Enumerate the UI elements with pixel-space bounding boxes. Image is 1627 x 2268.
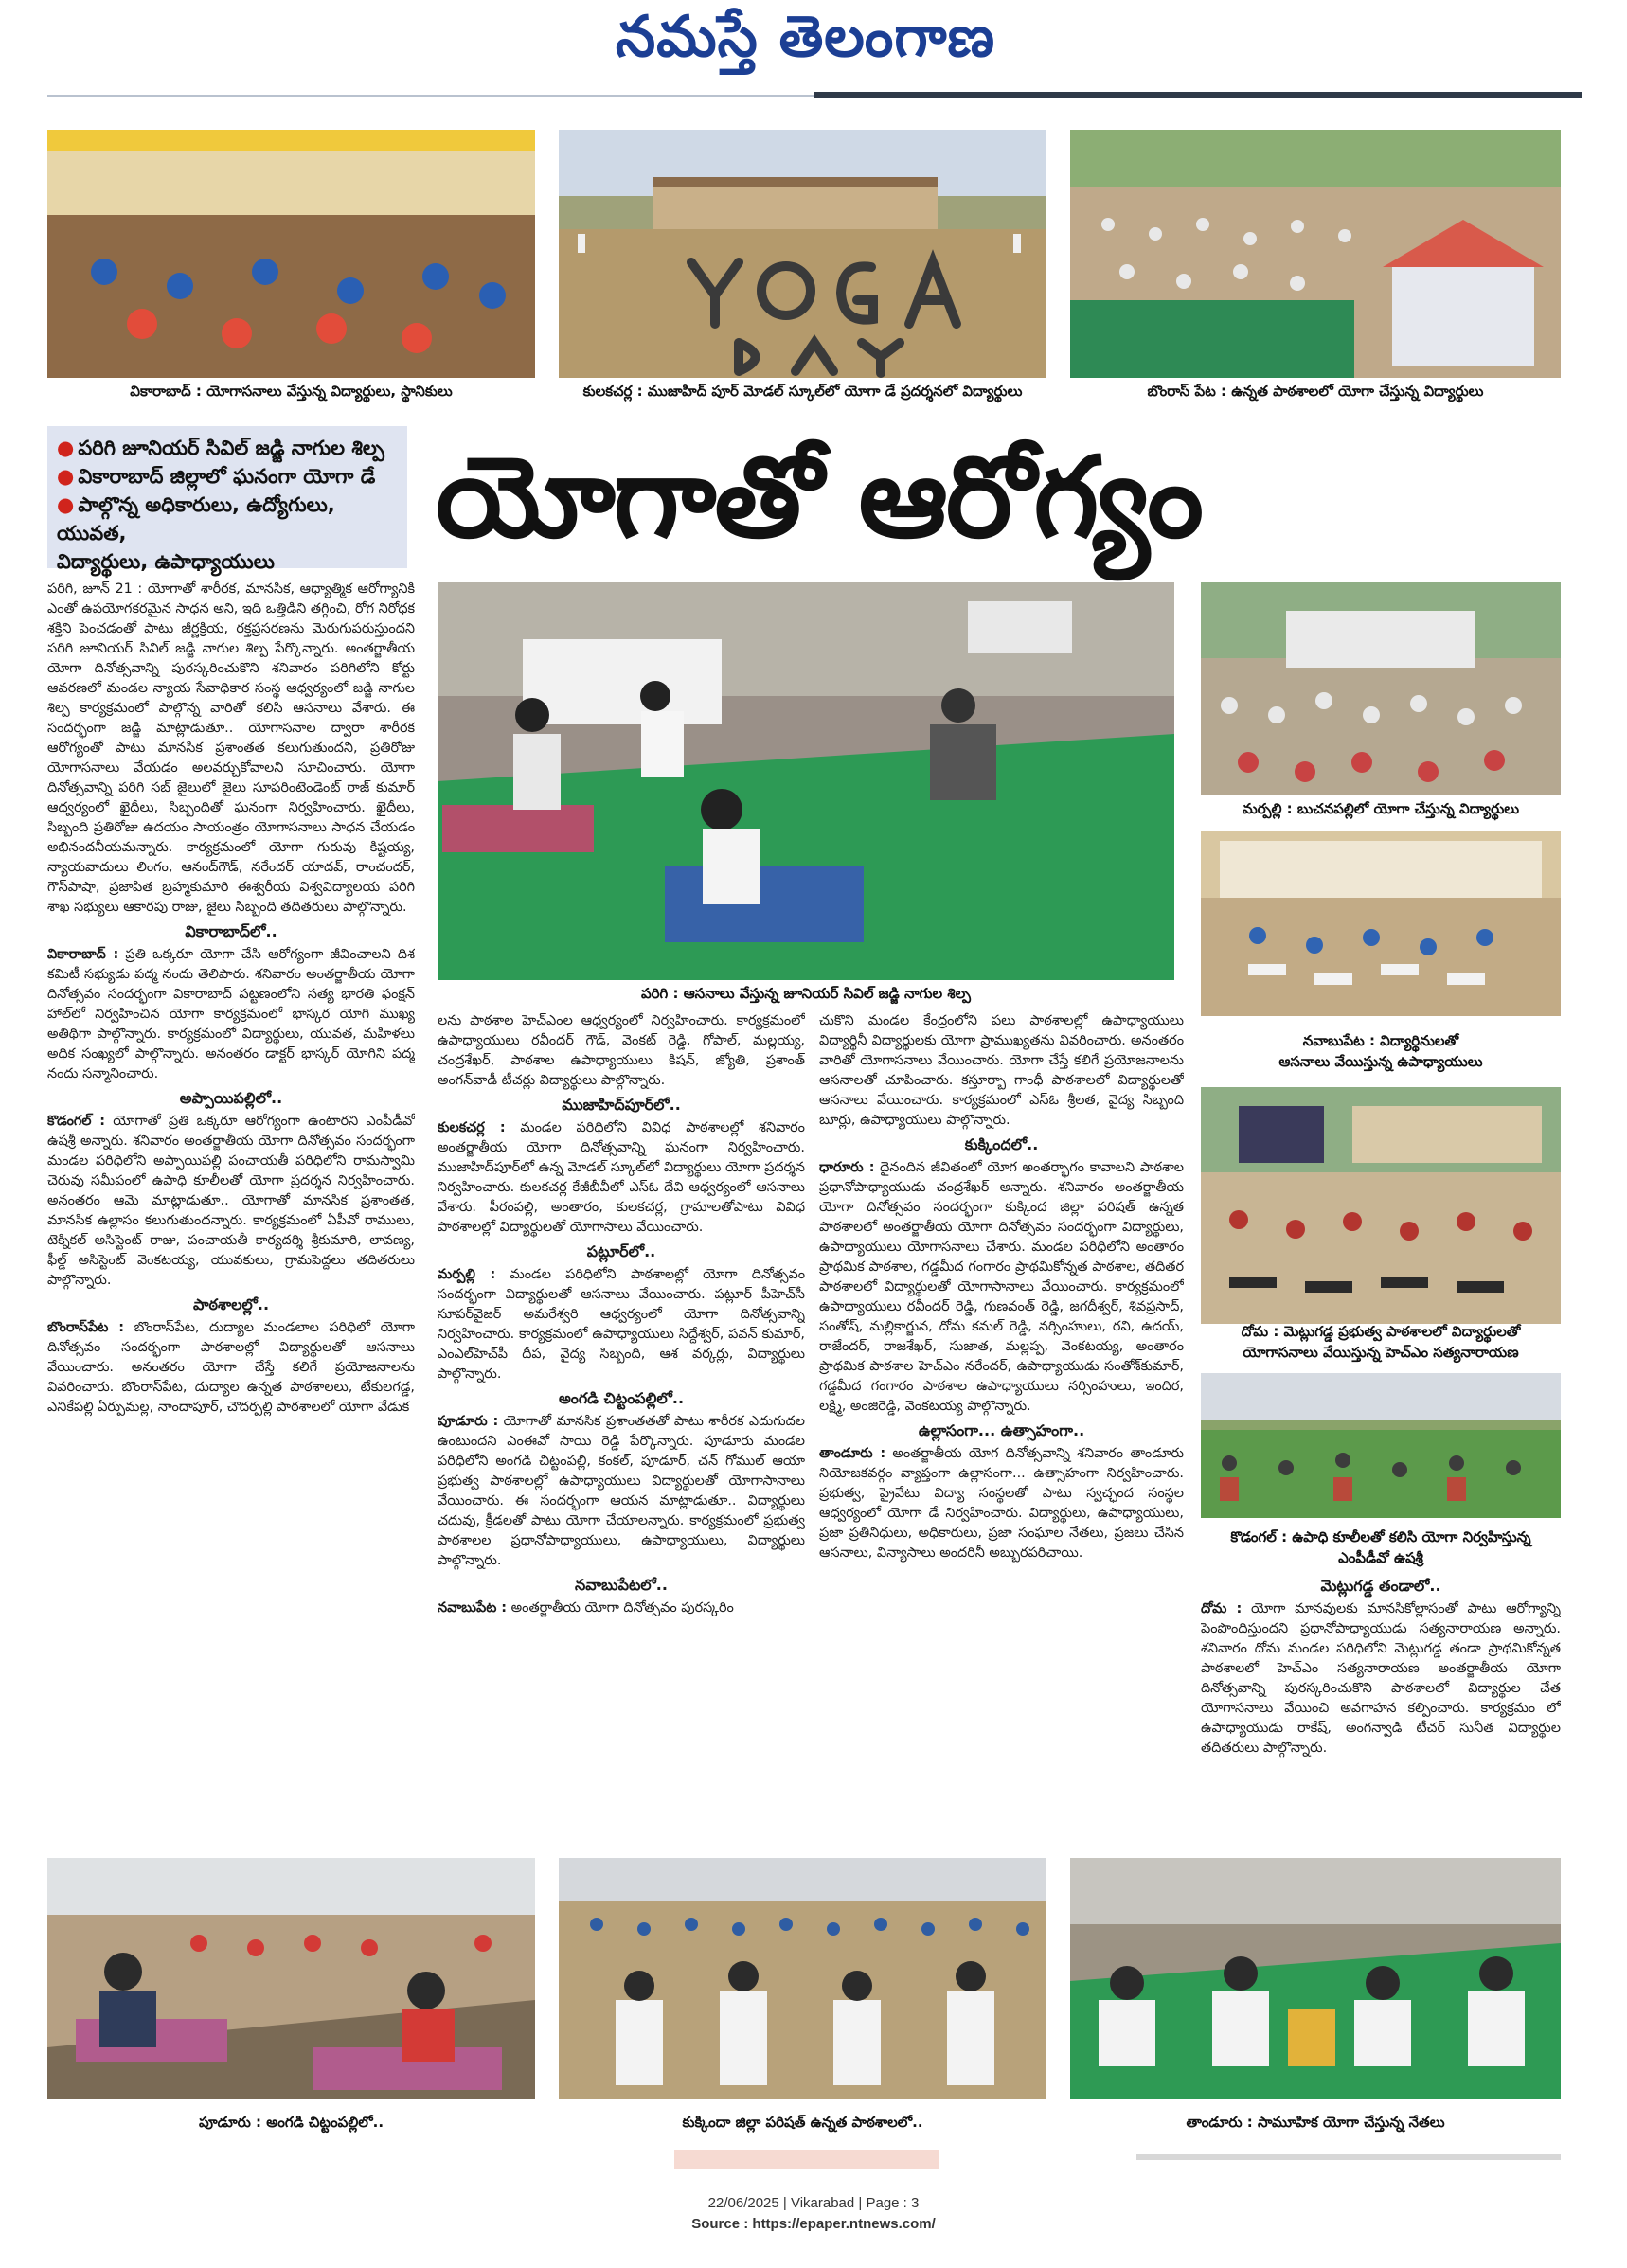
photo-marpalli-students (1201, 582, 1561, 795)
subheading: నవాబుపేటలో.. (575, 1576, 668, 1594)
subheading: కుక్కిందలో.. (964, 1135, 1039, 1153)
highlight-item: విద్యార్థులు, ఉపాధ్యాయులు (57, 550, 275, 573)
article-paragraph: కొడంగల్ : యోగాతో ప్రతి ఒక్కరూ ఆరోగ్యంగా ఉంటారని ఎంపీడీవో ఉషశ్రీ అన్నారు. శనివారం అంతర్జాతీయ యోగా దినోత్సవం సందర్భంగా మండల పరిధిలోని అప్పాయిపల్లి పంచాయతీ పరిధిలోని రామస్వామి చెరువు సమీపంలో ఉపాధి కూలీలతో యోగా ప్రదర్శన నిర్వహించారు. అనంతరం ఆమె మాట్లాడుతూ.. యోగాతో మానసిక ప్రశాంతత, మానసిక ఉల్లాసం కలుగుతుందన్నారు. కార్యక్రమంలో ఏపీవో రాములు, టెక్నికల్ అసిస్టెంట్ రాజు, పంచాయతీ కార్యదర్శి శ్రీకుమారి, లావణ్య, ఫీల్డ్ అసిస్టెంట్ వెంకటయ్య, యువకులు, గ్రామపెద్దలు తదితరులు పాల్గొన్నారు. (47, 1114, 415, 1288)
photo-doma-school (1201, 1087, 1561, 1324)
next-strip-dots (1136, 2154, 1561, 2160)
photo-bomraspet-school (1070, 130, 1561, 378)
subheading: అప్పాయిపల్లిలో.. (179, 1089, 283, 1107)
article-column-3 (819, 1011, 1184, 1848)
article-paragraph: పరిగి, జూన్ 21 : యోగాతో శారీరక, మానసిక, ఆధ్యాత్మిక ఆరోగ్యానికి ఎంతో ఉపయోగకరమైన సాధన అని, ఇది ఒత్తిడిని తగ్గించి, రోగ నిరోధక శక్తిని పెంచడంతో పాటు జీర్ణక్రియ, రక్తప్రసరణను మెరుగుపరుస్తుందని పరిగి జూనియర్ సివిల్ జడ్జి నాగుల శిల్ప పేర్కొన్నారు. అంతర్జాతీయ యోగా దినోత్సవాన్ని పురస్కరించుకొని శనివారం పరిగిలోని కోర్టు ఆవరణలో మండల న్యాయ సేవాధికార సంస్థ ఆధ్వర్యంలో జడ్జి నాగుల శిల్ప కార్యక్రమంలో పాల్గొన్న వారితో కలిసి ఆసనాలు వేశారు. ఈ సందర్భంగా జడ్జి మాట్లాడుతూ.. యోగాసనాల ద్వారా శారీరక ఆరోగ్యంతో పాటు మానసిక ప్రశాంతత కలుగుతుందని, ప్రతిరోజు యోగాసనాలు వేయడం అలవర్చుకోవాలని సూచించారు. యోగా దినోత్సవాన్ని పరిగి సబ్ జైలులో జైలు సూపరింటెండెంట్ రాజ్ కుమార్ ఆధ్వర్యంలో ఖైదీలు, సిబ్బందితో ఘనంగా నిర్వహించారు. ఖైదీలు, సిబ్బంది ప్రతిరోజు ఉదయం సాయంత్రం యోగాసనాలు సాధన చేయడం అభినందనీయమన్నారు. కార్యక్రమంలో యోగా గురువు కిష్టయ్య, న్యాయవాదులు లింగం, ఆనంద్‌గౌడ్, నరేందర్ యాదవ్, రాంచందర్, గౌస్‌పాషా, ప్రజాపిత బ్రహ్మకుమారి ఈశ్వరీయ విశ్వవిద్యాలయ పరిగి శాఖ సభ్యులు ఆకారపు రాజు, జైలు సిబ్బంది తదితరులు పాల్గొన్నారు. (47, 581, 415, 915)
photo-tandur-leaders (1070, 1858, 1561, 2099)
article-paragraph: బొంరాస్‌పేట : బొంరాస్‌పేట, దుద్యాల మండలాల పరిధిలో యోగా దినోత్సవం సందర్భంగా పాఠశాలల్లో విద్యార్థులతో ఆసనాలు వేయించారు. అనంతరం యోగా చేస్తే కలిగే ప్రయోజనాలను వివరించారు. బొంరాస్‌పేట, దుద్యాల ఉన్నత పాఠశాలలు, టేకులగడ్డ, ఎనికేపల్లి ఏర్పుమల్ల, నాందాపూర్, చౌదర్పల్లి పాఠశాలలో యోగా వేడుక (47, 1320, 415, 1415)
article-paragraph: కులకచర్ల : మండల పరిధిలోని వివిధ పాఠశాలల్లో శనివారం అంతర్జాతీయ యోగా దినోత్సవాన్ని ఘనంగా నిర్వహించారు. ముజాహిద్‌పూర్‌లో ఉన్న మోడల్ స్కూల్‌లో విద్యార్థులు యోగా ప్రదర్శన నిర్వహించారు. కులకచర్ల కేజీబీవీలో ఎస్ఓ దేవి ఆధ్వర్యంలో ఆసనాలు వేశారు. పీరంపల్లి, అంతారం, కులకచర్ల, గ్రామాలతోపాటు వివిధ పాఠశాలల్లో విద్యార్థులతో యోగాసాలు వేయించారు. (438, 1120, 805, 1235)
caption-bottom1: పూడూరు : అంగడి చిట్టంపల్లిలో.. (198, 2114, 384, 2131)
article-paragraph: చుకొని మండల కేంద్రంలోని పలు పాఠశాలల్లో ఉపాధ్యాయులు విద్యార్థినీ విద్యార్థులకు యోగా ప్రాముఖ్యతను వివరించారు. అనంతరం వారితో యోగాసనాలు వేయించారు. యోగా చేస్తే కలిగే ప్రయోజనాలను ఆసనాలతో చూపించారు. కస్తూర్బా గాంధీ పాఠశాలలో విద్యార్థులతో ఆసనాలు వేయించారు. కార్యక్రమంలో ఎస్ఓ శ్రీలత, వైద్య సిబ్బంది బూర్లు, ఉపాధ్యాయులు పాల్గొన్నారు. (819, 1013, 1184, 1128)
article-paragraph: మర్పల్లి : మండల పరిధిలోని పాఠశాలల్లో యోగా దినోత్సవం సందర్భంగా విద్యార్థులతో ఆసనాలు వేయించారు. పట్లూర్ పీహెచ్‌సీ సూపర్‌వైజర్ అమరేశ్వరి ఆధ్వర్యంలో యోగా దినోత్సవాన్ని నిర్వహించారు. కార్యక్రమంలో ఉపాధ్యాయులు సిద్దేశ్వర్, పవన్ కుమార్, ఎంఎల్‌హెచ్‌పీ దీప, వైద్య సిబ్బంది, ఆశ వర్కర్లు, విద్యార్థులు పాల్గొన్నారు. (438, 1267, 805, 1382)
article-paragraph: నవాబుపేట : అంతర్జాతీయ యోగా దినోత్సవం పురస్కరిం (438, 1600, 734, 1616)
caption-right2b: ఆసనాలు వేయిస్తున్న ఉపాధ్యాయులు (1278, 1053, 1483, 1070)
subheading: పాఠశాలల్లో.. (192, 1295, 270, 1313)
photo-yoga-day-formation (559, 130, 1046, 378)
caption-right4b: ఎంపీడీవో ఉషశ్రీ (1338, 1549, 1423, 1566)
caption-right1: మర్పల్లి : బుచనపల్లిలో యోగా చేస్తున్న విద్యార్థులు (1242, 800, 1520, 817)
caption-main: పరిగి : ఆసనాలు వేస్తున్న జూనియర్ సివిల్ జడ్జి నాగుల శిల్ప (640, 985, 972, 1002)
highlight-item: ● పాల్గొన్న అధికారులు, ఉద్యోగులు, యువత, (57, 493, 335, 545)
article-column-1 (47, 580, 415, 1848)
masthead (0, 0, 1627, 104)
caption-bottom3: తాండూరు : సామూహిక యోగా చేస్తున్న నేతలు (1186, 2114, 1445, 2131)
photo-kodangal-field (1201, 1373, 1561, 1518)
article-column-2 (438, 1011, 805, 1848)
subheading: పట్లూర్‌లో.. (586, 1242, 656, 1260)
bullet-icon: ● (57, 493, 75, 516)
caption-right2a: నవాబుపేట : విద్యార్థినులతో (1302, 1032, 1459, 1049)
subheading: అంగడి చిట్టంపల్లిలో.. (558, 1389, 685, 1407)
caption-right4a: కొడంగల్ : ఉపాధి కూలీలతో కలిసి యోగా నిర్వహిస్తున్న (1230, 1528, 1531, 1545)
photo-vikarabad-yoga (47, 130, 535, 378)
photo-judge-yoga (438, 582, 1174, 980)
article-column-4 (1201, 1572, 1561, 1848)
highlight-item: ● వికారాబాద్ జిల్లాలో ఘనంగా యోగా డే (57, 465, 376, 488)
article-paragraph: తాండూరు : అంతర్జాతీయ యోగ దినోత్సవాన్ని శనివారం తాండూరు నియోజకవర్గం వ్యాప్తంగా ఉల్లాసంగా... ఉత్సాహంగా నిర్వహించారు. ప్రభుత్వ, ప్రైవేటు విద్యా సంస్థలతో పాటు స్వచ్ఛంద సంస్థల ఆధ్వర్యంలో యోగా డే నిర్వహించారు. విద్యార్థులు, ఉపాధ్యాయులు, ప్రజా ప్రతినిధులు, అధికారులు, ప్రజా సంఘాల నేతలు, ప్రజలు చేసిన ఆసనాలు, విన్యాసాలు అందరినీ అబ్బురపరిచాయి. (819, 1446, 1184, 1561)
caption-right3a: దోమ : మెట్లుగడ్డ ప్రభుత్వ పాఠశాలలో విద్యార్థులతో (1241, 1323, 1521, 1340)
article-paragraph: వికారాబాద్ : ప్రతి ఒక్కరూ యోగా చేసి ఆరోగ్యంగా జీవించాలని దిశ కమిటీ సభ్యుడు పద్మ నందు తెలిపారు. శనివారం అంతర్జాతీయ యోగా దినోత్సవం సందర్భంగా వికారాబాద్ పట్టణంలోని సత్య భారతి ఫంక్షన్ హాల్‌లో నిర్వహించిన యోగా కార్యక్రమంలో భాస్కర యోగి ముఖ్య అతిథిగా పాల్గొన్నారు. కార్యక్రమంలో విద్యార్థులు, యువత, మహిళలు అధిక సంఖ్యలో పాల్గొన్నారు. అనంతరం డాక్టర్ భాస్కర్ యోగిని పద్మ నందు సన్మానించారు. (47, 947, 415, 1081)
article-paragraph: దోమ : యోగా మానవులకు మానసికోల్లాసంతో పాటు ఆరోగ్యాన్ని పెంపొందిస్తుందని ప్రధానోపాధ్యాయుడు సత్యనారాయణ అన్నారు. శనివారం దోమ మండల పరిధిలోని మెట్లుగడ్డ తండా ప్రాథమికోన్నత పాఠశాలలో హెచ్ఎం సత్యనారాయణ అంతర్జాతీయ యోగా దినోత్సవాన్ని పురస్కరించుకొని పాఠశాలలో విద్యార్థుల చేత యోగాసనాలు వేయించి అవగాహన కల్పించారు. కార్యక్రమం లో ఉపాధ్యాయుడు రాకేష్, అంగన్వాడి టీచర్ సునీత విద్యార్థుల తదితరులు పాల్గొన్నారు. (1201, 1601, 1561, 1756)
masthead-rule-thick (814, 92, 1582, 98)
masthead-title: నమస్తే తెలంగాణ (616, 4, 996, 70)
next-strip-tint (674, 2150, 939, 2169)
caption-photo3: బొంరాస్ పేట : ఉన్నత పాఠశాలలో యోగా చేస్తున్న విద్యార్థులు (1147, 383, 1484, 400)
article-paragraph: పూడూరు : యోగాతో మానసిక ప్రశాంతతతో పాటు శారీరక ఎదుగుదల ఉంటుందని ఎంఈవో సాయి రెడ్డి పేర్కొన్నారు. పూడూరు మండల పరిధిలోని అంగడి చిట్టంపల్లి, కంకల్, పూడూర్, చన్ గోముల్ ఆయా ప్రభుత్వ పాఠశాలల్లో ఉపాధ్యాయులు విద్యార్థులతో యోగాసానాలు వేయించారు. ఈ సందర్భంగా ఆయన మాట్లాడుతూ.. విద్యార్థులు చదువు, క్రీడలతో పాటు యోగా చేయాలన్నారు. కార్యక్రమంలో ప్రభుత్వ పాఠశాలల ప్రధానోపాధ్యాయులు, ఉపాధ్యాయులు, విద్యార్థులు పాల్గొన్నారు. (438, 1414, 805, 1568)
highlight-item: ● పరిగి జూనియర్ సివిల్ జడ్జి నాగుల శిల్ప (57, 437, 384, 459)
highlights-box (47, 426, 407, 573)
photo-kukkinda-school (559, 1858, 1046, 2099)
subheading: ఉల్లాసంగా... ఉత్సాహంగా.. (918, 1421, 1085, 1439)
headline: యోగాతో ఆరోగ్యం (436, 432, 1202, 563)
caption-photo2: కులకచర్ల : ముజాహిద్ పూర్ మోడల్ స్కూల్‌లో యోగా డే ప్రదర్శనలో విద్యార్థులు (582, 383, 1023, 400)
photo-pudur-yoga (47, 1858, 535, 2099)
subheading: మెట్లుగడ్డ తండాలో.. (1320, 1577, 1441, 1595)
caption-photo1: వికారాబాద్ : యోగాసనాలు వేస్తున్న విద్యార్థులు, స్థానికులు (130, 383, 453, 400)
bullet-icon: ● (57, 465, 75, 488)
bullet-icon: ● (57, 437, 75, 459)
photo-nawabpet-girls (1201, 831, 1561, 1016)
caption-bottom2: కుక్కిందా జిల్లా పరిషత్ ఉన్నత పాఠశాలలో.. (682, 2114, 923, 2131)
subheading: వికారాబాద్‌లో.. (185, 922, 277, 940)
footer-source: Source : https://epaper.ntnews.com/ (691, 2216, 936, 2232)
subheading: ముజాహిద్‌పూర్‌లో.. (562, 1096, 681, 1114)
article-paragraph: లను పాఠశాల హెచ్ఎంల ఆధ్వర్యంలో నిర్వహించారు. కార్యక్రమంలో ఉపాధ్యాయులు రవీందర్ గౌడ్, వెంకట్ రెడ్డి, గోపాల్, మల్లయ్య, చంద్రశేఖర్, పాఠశాల ఉపాధ్యాయులు కిషన్, జ్యోతి, ప్రశాంత్ అంగన్‌వాడీ టీచర్లు విద్యార్థులు పాల్గొన్నారు. (438, 1013, 805, 1088)
footer-dateline: 22/06/2025 | Vikarabad | Page : 3 (707, 2195, 920, 2211)
article-paragraph: ధారూరు : దైనందిన జీవితంలో యోగ అంతర్భాగం కావాలని పాఠశాల ప్రధానోపాధ్యాయుడు చంద్రశేఖర్ అన్నారు. శనివారం అంతర్జాతీయ యోగా దినోత్సవం సందర్భంగా కుక్కింద జిల్లా పరిషత్ ఉన్నత పాఠశాలలో అంతర్జాతీయ యోగా దినోత్సవం సందర్భంగా విద్యార్థులు, ఉపాధ్యాయులు యోగాసనాలు చేశారు. మండల పరిధిలోని అంతారం ప్రాథమిక పాఠశాల, గడ్డమీద గంగారం ప్రాథమికోన్నత పాఠశాల, తదితర పాఠశాలలో విద్యార్థులతో యోగాసానాలు వేయించారు. కార్యక్రమంలో ఉపాధ్యాయులు రవీందర్ రెడ్డి, గుణవంత్ రెడ్డి, జగదీశ్వర్, శివప్రసాద్, సంతోష్, మల్లికార్జున, దోమ కమల్ రెడ్డి, నర్సింహులు, రవి, ఉదయ్, రాజేందర్, రాజశేఖర్, సుజాత, మల్లప్ప, వెంకటయ్య, అంతారం ప్రాథమిక పాఠశాల హెచ్ఎం నరేందర్, ఉపాధ్యాయుడు సంతోశ్‌కుమార్, గడ్డమీద గంగారం పాఠశాల ఉపాధ్యాయులు నర్సింహులు, ఇందిర, లక్ష్మి, అంజిరెడ్డి, వెంకటయ్య పాల్గొన్నారు. (819, 1160, 1184, 1414)
caption-right3b: యోగాసనాలు వేయిస్తున్న హెచ్ఎం సత్యనారాయణ (1243, 1344, 1519, 1361)
next-strip-blank (47, 2150, 535, 2169)
